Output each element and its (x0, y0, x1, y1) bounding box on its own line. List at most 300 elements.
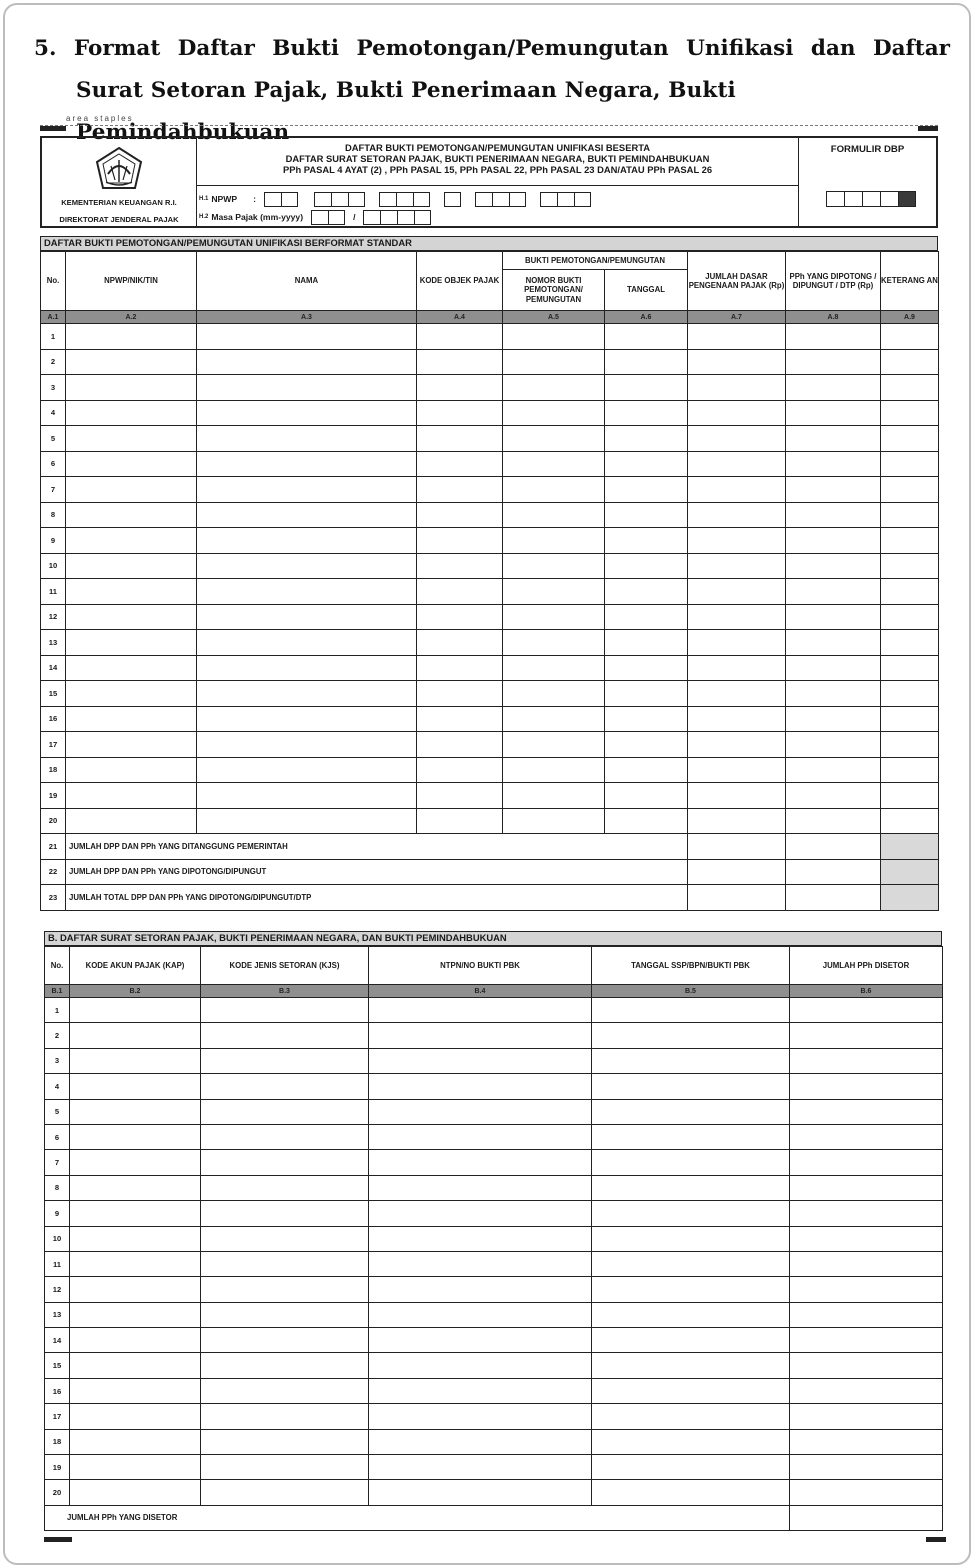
entry-cell[interactable] (417, 528, 503, 554)
entry-cell[interactable] (417, 706, 503, 732)
entry-cell[interactable] (881, 426, 939, 452)
entry-cell[interactable] (605, 477, 688, 503)
entry-cell[interactable] (201, 1099, 369, 1124)
entry-cell[interactable] (881, 783, 939, 809)
entry-cell[interactable] (786, 400, 881, 426)
entry-cell[interactable] (688, 808, 786, 834)
entry-cell[interactable] (786, 630, 881, 656)
entry-cell[interactable] (592, 1404, 790, 1429)
entry-cell[interactable] (503, 630, 605, 656)
entry-cell[interactable] (786, 783, 881, 809)
entry-cell[interactable] (592, 1480, 790, 1505)
entry-cell[interactable] (503, 349, 605, 375)
entry-cell[interactable] (503, 528, 605, 554)
entry-cell[interactable] (369, 1150, 592, 1175)
entry-cell[interactable] (197, 783, 417, 809)
entry-cell[interactable] (66, 349, 197, 375)
entry-cell[interactable] (66, 604, 197, 630)
entry-cell[interactable] (197, 757, 417, 783)
entry-cell[interactable] (197, 681, 417, 707)
entry-cell[interactable] (605, 630, 688, 656)
entry-cell[interactable] (417, 324, 503, 350)
entry-cell[interactable] (786, 604, 881, 630)
entry-cell[interactable] (503, 553, 605, 579)
entry-cell[interactable] (688, 400, 786, 426)
entry-cell[interactable] (66, 451, 197, 477)
entry-cell[interactable] (503, 502, 605, 528)
entry-cell[interactable] (786, 681, 881, 707)
npwp-input-group-3[interactable] (379, 192, 430, 207)
npwp-input-group-1[interactable] (264, 192, 298, 207)
entry-cell[interactable] (201, 1480, 369, 1505)
entry-cell[interactable] (503, 375, 605, 401)
entry-cell[interactable] (417, 630, 503, 656)
entry-cell[interactable] (688, 528, 786, 554)
form-title-3: PPh PASAL 4 AYAT (2) , PPh PASAL 15, PPh PASAL 22, PPh PASAL 23 DAN/ATAU PPh PASAL 26 (282, 164, 713, 175)
entry-cell[interactable] (605, 732, 688, 758)
entry-cell[interactable] (66, 630, 197, 656)
entry-cell[interactable] (592, 1455, 790, 1480)
entry-cell[interactable] (201, 1175, 369, 1200)
entry-cell[interactable] (790, 1429, 943, 1454)
entry-cell[interactable] (417, 553, 503, 579)
entry-cell[interactable] (417, 400, 503, 426)
entry-cell[interactable] (605, 604, 688, 630)
entry-cell[interactable] (786, 426, 881, 452)
entry-cell[interactable] (70, 1404, 201, 1429)
col-header-tanggal-ssp: TANGGAL SSP/BPN/BUKTI PBK (592, 947, 790, 985)
table-row (45, 1480, 943, 1505)
entry-cell[interactable] (503, 655, 605, 681)
entry-cell[interactable] (201, 1023, 369, 1048)
entry-cell[interactable] (201, 1378, 369, 1403)
entry-cell[interactable] (786, 808, 881, 834)
entry-cell[interactable] (66, 808, 197, 834)
entry-cell[interactable] (881, 655, 939, 681)
entry-cell[interactable] (790, 1302, 943, 1327)
entry-cell[interactable] (417, 375, 503, 401)
entry-cell[interactable] (592, 1277, 790, 1302)
entry-cell[interactable] (881, 579, 939, 605)
entry-cell[interactable] (66, 400, 197, 426)
entry-cell[interactable] (369, 1455, 592, 1480)
entry-cell[interactable] (688, 349, 786, 375)
entry-cell[interactable] (503, 681, 605, 707)
entry-cell[interactable] (369, 998, 592, 1023)
col-header-nama: NAMA (197, 252, 417, 311)
entry-cell[interactable] (66, 579, 197, 605)
entry-cell[interactable] (417, 757, 503, 783)
entry-cell[interactable] (70, 998, 201, 1023)
entry-cell[interactable] (201, 1455, 369, 1480)
entry-cell[interactable] (881, 681, 939, 707)
entry-cell[interactable] (503, 808, 605, 834)
entry-cell[interactable] (369, 1124, 592, 1149)
entry-cell[interactable] (201, 1277, 369, 1302)
entry-cell[interactable] (197, 732, 417, 758)
entry-cell[interactable] (790, 1404, 943, 1429)
entry-cell[interactable] (201, 1302, 369, 1327)
entry-cell[interactable] (881, 528, 939, 554)
entry-cell[interactable] (786, 757, 881, 783)
entry-cell[interactable] (70, 1302, 201, 1327)
entry-cell[interactable] (201, 998, 369, 1023)
sum-value-cell[interactable] (790, 1505, 943, 1530)
entry-cell[interactable] (786, 732, 881, 758)
entry-cell[interactable] (503, 604, 605, 630)
entry-cell[interactable] (201, 1353, 369, 1378)
entry-cell[interactable] (201, 1124, 369, 1149)
entry-cell[interactable] (592, 1150, 790, 1175)
heading-word: Format (73, 36, 161, 61)
entry-cell[interactable] (70, 1277, 201, 1302)
entry-cell[interactable] (66, 732, 197, 758)
entry-cell[interactable] (197, 349, 417, 375)
entry-cell[interactable] (881, 808, 939, 834)
entry-cell[interactable] (786, 706, 881, 732)
entry-cell[interactable] (417, 451, 503, 477)
entry-cell[interactable] (881, 349, 939, 375)
entry-cell[interactable] (503, 400, 605, 426)
entry-cell[interactable] (592, 1099, 790, 1124)
entry-cell[interactable] (197, 502, 417, 528)
entry-cell[interactable] (417, 655, 503, 681)
entry-cell[interactable] (688, 783, 786, 809)
entry-cell[interactable] (70, 1201, 201, 1226)
entry-cell[interactable] (417, 502, 503, 528)
entry-cell[interactable] (881, 477, 939, 503)
table-row (41, 477, 939, 503)
entry-cell[interactable] (503, 579, 605, 605)
entry-cell[interactable] (881, 630, 939, 656)
entry-cell[interactable] (197, 528, 417, 554)
total-pph-cell[interactable] (786, 885, 881, 911)
entry-cell[interactable] (592, 1302, 790, 1327)
entry-cell[interactable] (881, 400, 939, 426)
entry-cell[interactable] (786, 579, 881, 605)
table-row (41, 349, 939, 375)
column-code: A.8 (786, 311, 881, 324)
entry-cell[interactable] (66, 553, 197, 579)
entry-cell[interactable] (786, 553, 881, 579)
entry-cell[interactable] (70, 1455, 201, 1480)
entry-cell[interactable] (369, 1353, 592, 1378)
npwp-input-group-4[interactable] (444, 192, 461, 207)
entry-cell[interactable] (688, 579, 786, 605)
masa-year-input[interactable] (363, 210, 431, 225)
entry-cell[interactable] (881, 502, 939, 528)
entry-cell[interactable] (688, 757, 786, 783)
entry-cell[interactable] (605, 553, 688, 579)
total-pph-cell[interactable] (786, 834, 881, 860)
entry-cell[interactable] (503, 426, 605, 452)
entry-cell[interactable] (592, 1074, 790, 1099)
entry-cell[interactable] (197, 553, 417, 579)
total-dpp-cell[interactable] (688, 885, 786, 911)
npwp-input-group-5[interactable] (475, 192, 526, 207)
entry-cell[interactable] (417, 808, 503, 834)
entry-cell[interactable] (592, 1048, 790, 1073)
entry-cell[interactable] (790, 1048, 943, 1073)
table-row (45, 1201, 943, 1226)
entry-cell[interactable] (197, 630, 417, 656)
entry-cell[interactable] (70, 1480, 201, 1505)
entry-cell[interactable] (592, 1226, 790, 1251)
col-header-jumlah-disetor: JUMLAH PPh DISETOR (790, 947, 943, 985)
entry-cell[interactable] (197, 477, 417, 503)
entry-cell[interactable] (369, 1480, 592, 1505)
entry-cell[interactable] (197, 451, 417, 477)
entry-cell[interactable] (592, 1201, 790, 1226)
entry-cell[interactable] (790, 1277, 943, 1302)
entry-cell[interactable] (790, 998, 943, 1023)
entry-cell[interactable] (688, 502, 786, 528)
row-number: 16 (45, 1378, 70, 1403)
total-dpp-cell[interactable] (688, 834, 786, 860)
entry-cell[interactable] (201, 1074, 369, 1099)
entry-cell[interactable] (881, 732, 939, 758)
entry-cell[interactable] (197, 655, 417, 681)
entry-cell[interactable] (70, 1150, 201, 1175)
entry-cell[interactable] (790, 1099, 943, 1124)
entry-cell[interactable] (197, 375, 417, 401)
entry-cell[interactable] (369, 1277, 592, 1302)
entry-cell[interactable] (605, 528, 688, 554)
entry-cell[interactable] (417, 426, 503, 452)
entry-cell[interactable] (688, 426, 786, 452)
entry-cell[interactable] (881, 757, 939, 783)
entry-cell[interactable] (790, 1251, 943, 1276)
entry-cell[interactable] (592, 1353, 790, 1378)
entry-cell[interactable] (201, 1429, 369, 1454)
entry-cell[interactable] (790, 1201, 943, 1226)
entry-cell[interactable] (605, 655, 688, 681)
entry-cell[interactable] (881, 553, 939, 579)
entry-cell[interactable] (503, 732, 605, 758)
column-code: B.5 (592, 985, 790, 998)
entry-cell[interactable] (417, 477, 503, 503)
entry-cell[interactable] (66, 528, 197, 554)
entry-cell[interactable] (417, 681, 503, 707)
entry-cell[interactable] (881, 706, 939, 732)
entry-cell[interactable] (688, 630, 786, 656)
entry-cell[interactable] (786, 324, 881, 350)
entry-cell[interactable] (66, 502, 197, 528)
entry-cell[interactable] (369, 1302, 592, 1327)
entry-cell[interactable] (605, 502, 688, 528)
entry-cell[interactable] (503, 324, 605, 350)
total-dpp-cell[interactable] (688, 859, 786, 885)
entry-cell[interactable] (790, 1353, 943, 1378)
entry-cell[interactable] (369, 1226, 592, 1251)
entry-cell[interactable] (369, 1099, 592, 1124)
masa-month-input[interactable] (311, 210, 345, 225)
entry-cell[interactable] (70, 1175, 201, 1200)
entry-cell[interactable] (201, 1404, 369, 1429)
entry-cell[interactable] (688, 553, 786, 579)
entry-cell[interactable] (503, 783, 605, 809)
entry-cell[interactable] (369, 1404, 592, 1429)
row-number: 17 (45, 1404, 70, 1429)
entry-cell[interactable] (70, 1353, 201, 1378)
entry-cell[interactable] (66, 426, 197, 452)
entry-cell[interactable] (688, 681, 786, 707)
col-header-nomor-bukti: NOMOR BUKTI PEMOTONGAN/ PEMUNGUTAN (503, 270, 605, 311)
entry-cell[interactable] (605, 451, 688, 477)
formulir-block (799, 138, 936, 226)
entry-cell[interactable] (881, 324, 939, 350)
entry-cell[interactable] (688, 655, 786, 681)
entry-cell[interactable] (605, 757, 688, 783)
entry-cell[interactable] (786, 655, 881, 681)
entry-cell[interactable] (70, 1251, 201, 1276)
entry-cell[interactable] (197, 808, 417, 834)
entry-cell[interactable] (369, 1074, 592, 1099)
entry-cell[interactable] (592, 1251, 790, 1276)
entry-cell[interactable] (201, 1150, 369, 1175)
entry-cell[interactable] (417, 732, 503, 758)
entry-cell[interactable] (881, 375, 939, 401)
entry-cell[interactable] (881, 604, 939, 630)
table-row (41, 375, 939, 401)
entry-cell[interactable] (66, 655, 197, 681)
entry-cell[interactable] (70, 1429, 201, 1454)
entry-cell[interactable] (66, 324, 197, 350)
entry-cell[interactable] (197, 400, 417, 426)
entry-cell[interactable] (605, 426, 688, 452)
entry-cell[interactable] (605, 783, 688, 809)
entry-cell[interactable] (786, 528, 881, 554)
entry-cell[interactable] (605, 400, 688, 426)
entry-cell[interactable] (786, 502, 881, 528)
entry-cell[interactable] (66, 477, 197, 503)
entry-cell[interactable] (197, 426, 417, 452)
entry-cell[interactable] (417, 579, 503, 605)
entry-cell[interactable] (201, 1226, 369, 1251)
entry-cell[interactable] (70, 1099, 201, 1124)
entry-cell[interactable] (688, 732, 786, 758)
entry-cell[interactable] (369, 1201, 592, 1226)
entry-cell[interactable] (417, 349, 503, 375)
entry-cell[interactable] (369, 1048, 592, 1073)
entry-cell[interactable] (786, 477, 881, 503)
entry-cell[interactable] (503, 477, 605, 503)
entry-cell[interactable] (592, 1378, 790, 1403)
total-pph-cell[interactable] (786, 859, 881, 885)
col-header-kode-objek: KODE OBJEK PAJAK (417, 252, 503, 311)
entry-cell[interactable] (369, 1328, 592, 1353)
entry-cell[interactable] (503, 451, 605, 477)
entry-cell[interactable] (197, 324, 417, 350)
entry-cell[interactable] (786, 375, 881, 401)
npwp-input-group-2[interactable] (314, 192, 365, 207)
entry-cell[interactable] (70, 1226, 201, 1251)
entry-cell[interactable] (790, 1124, 943, 1149)
entry-cell[interactable] (70, 1023, 201, 1048)
entry-cell[interactable] (881, 451, 939, 477)
entry-cell[interactable] (790, 1480, 943, 1505)
entry-cell[interactable] (605, 706, 688, 732)
entry-cell[interactable] (592, 1328, 790, 1353)
entry-cell[interactable] (592, 1124, 790, 1149)
entry-cell[interactable] (605, 808, 688, 834)
entry-cell[interactable] (201, 1201, 369, 1226)
npwp-input-group-6[interactable] (540, 192, 591, 207)
entry-cell[interactable] (605, 324, 688, 350)
entry-cell[interactable] (201, 1048, 369, 1073)
entry-cell[interactable] (790, 1226, 943, 1251)
entry-cell[interactable] (786, 349, 881, 375)
corner-mark (44, 1537, 72, 1542)
entry-cell[interactable] (688, 604, 786, 630)
entry-cell[interactable] (605, 375, 688, 401)
row-number: 13 (45, 1302, 70, 1327)
entry-cell[interactable] (70, 1074, 201, 1099)
entry-cell[interactable] (503, 757, 605, 783)
entry-cell[interactable] (592, 1429, 790, 1454)
entry-cell[interactable] (688, 451, 786, 477)
entry-cell[interactable] (688, 477, 786, 503)
entry-cell[interactable] (369, 1251, 592, 1276)
identity-fields (197, 186, 798, 226)
entry-cell[interactable] (790, 1074, 943, 1099)
entry-cell[interactable] (369, 1378, 592, 1403)
entry-cell[interactable] (201, 1251, 369, 1276)
table-row (45, 1277, 943, 1302)
entry-cell[interactable] (70, 1378, 201, 1403)
entry-cell[interactable] (605, 579, 688, 605)
entry-cell[interactable] (70, 1124, 201, 1149)
entry-cell[interactable] (66, 783, 197, 809)
entry-cell[interactable] (503, 706, 605, 732)
entry-cell[interactable] (688, 375, 786, 401)
entry-cell[interactable] (66, 681, 197, 707)
entry-cell[interactable] (417, 783, 503, 809)
row-number: 13 (41, 630, 66, 656)
entry-cell[interactable] (417, 604, 503, 630)
entry-cell[interactable] (688, 706, 786, 732)
entry-cell[interactable] (790, 1175, 943, 1200)
entry-cell[interactable] (66, 706, 197, 732)
entry-cell[interactable] (70, 1328, 201, 1353)
entry-cell[interactable] (592, 998, 790, 1023)
entry-cell[interactable] (605, 681, 688, 707)
entry-cell[interactable] (66, 375, 197, 401)
entry-cell[interactable] (369, 1023, 592, 1048)
entry-cell[interactable] (66, 757, 197, 783)
entry-cell[interactable] (369, 1429, 592, 1454)
entry-cell[interactable] (790, 1023, 943, 1048)
row-number: 4 (45, 1074, 70, 1099)
entry-cell[interactable] (592, 1175, 790, 1200)
entry-cell[interactable] (197, 706, 417, 732)
formulir-boxes[interactable] (826, 191, 916, 207)
entry-cell[interactable] (790, 1150, 943, 1175)
entry-cell[interactable] (605, 349, 688, 375)
table-row (45, 1074, 943, 1099)
entry-cell[interactable] (790, 1455, 943, 1480)
entry-cell[interactable] (197, 604, 417, 630)
entry-cell[interactable] (197, 579, 417, 605)
entry-cell[interactable] (70, 1048, 201, 1073)
entry-cell[interactable] (592, 1023, 790, 1048)
entry-cell[interactable] (369, 1175, 592, 1200)
entry-cell[interactable] (786, 451, 881, 477)
entry-cell[interactable] (201, 1328, 369, 1353)
entry-cell[interactable] (688, 324, 786, 350)
entry-cell[interactable] (790, 1378, 943, 1403)
entry-cell[interactable] (790, 1328, 943, 1353)
